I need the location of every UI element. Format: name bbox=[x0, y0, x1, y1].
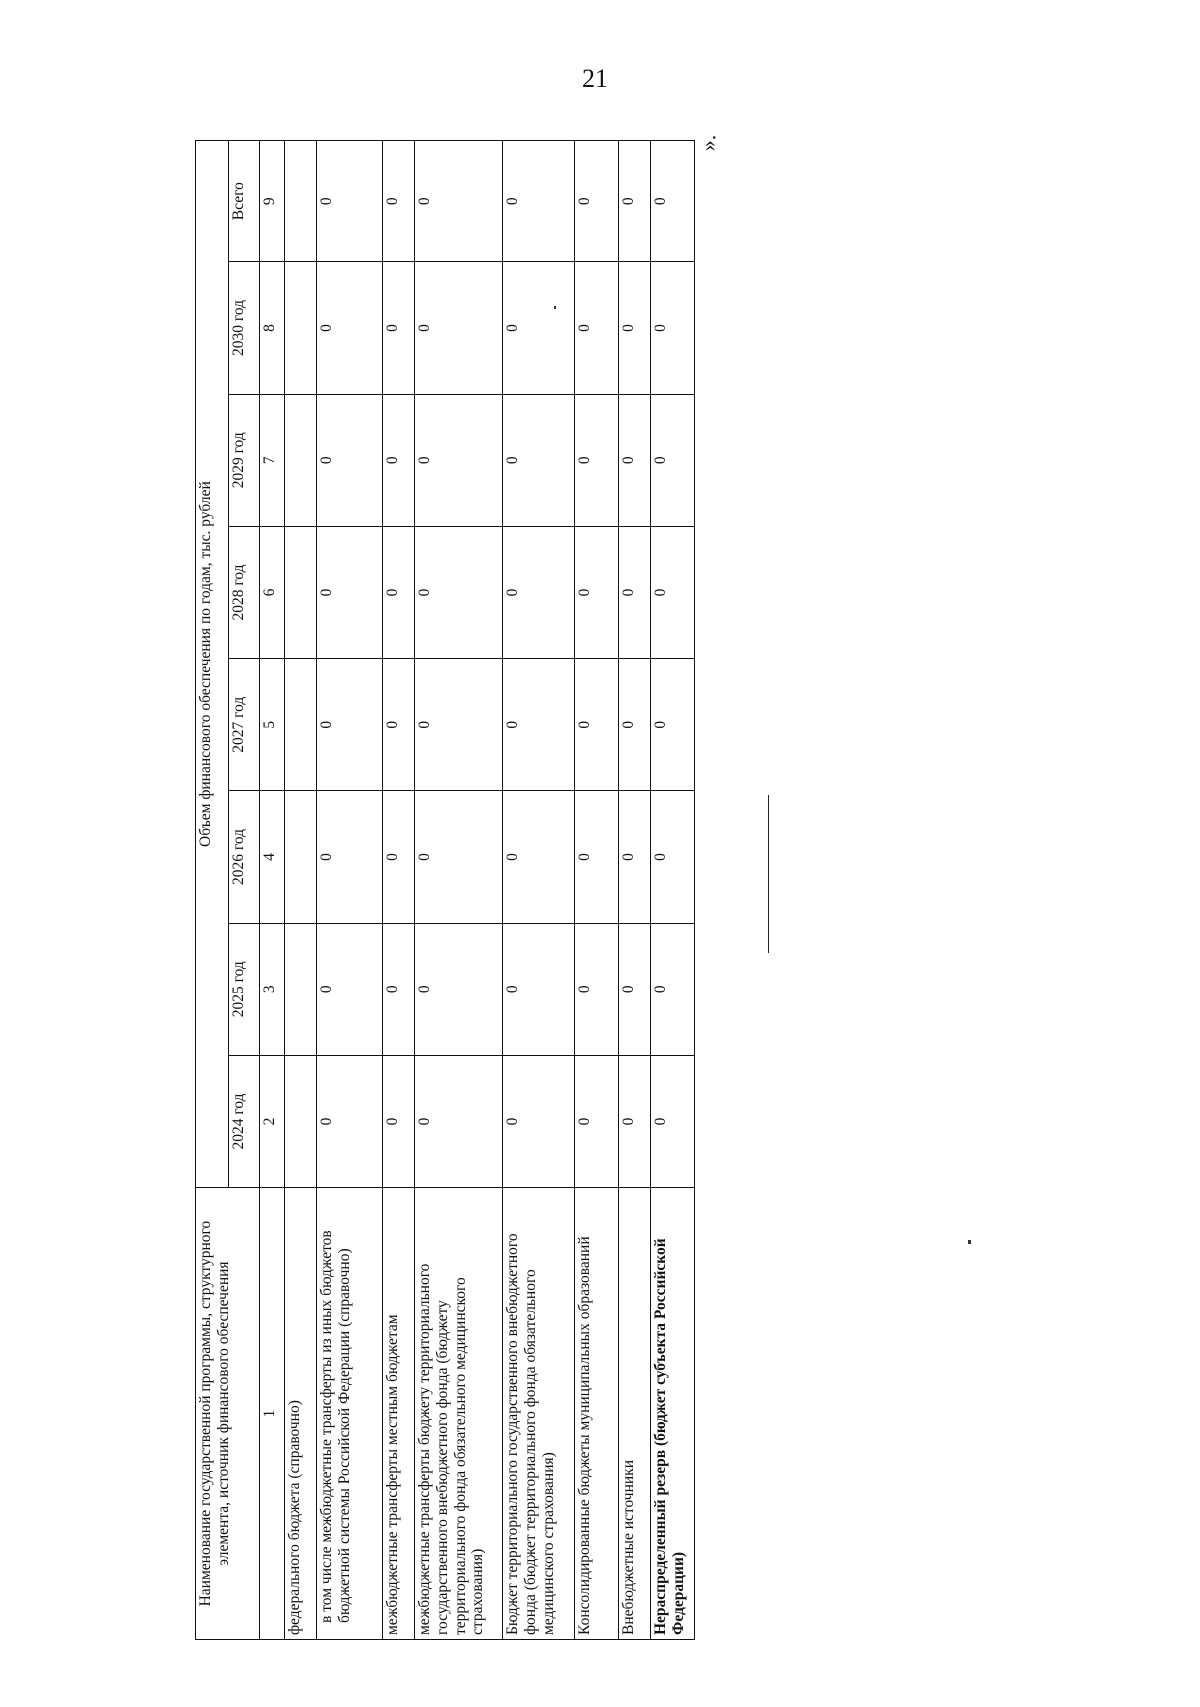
value-cell bbox=[285, 791, 317, 923]
page-number: 21 bbox=[582, 64, 608, 93]
value-cell: 0 bbox=[383, 141, 415, 262]
value-cell: 0 bbox=[503, 394, 575, 526]
row-label: межбюджетные трансферты бюджету территориального государственного внебюджетного фонда (бюджету территориального фонда обязательного медицинского страхования) bbox=[415, 1188, 503, 1640]
value-cell: 0 bbox=[383, 394, 415, 526]
table-row bbox=[317, 141, 383, 1640]
table-row bbox=[383, 141, 415, 1640]
value-cell: 0 bbox=[651, 394, 695, 526]
value-cell bbox=[285, 659, 317, 791]
column-number: 9 bbox=[260, 141, 285, 262]
scan-speck bbox=[554, 306, 556, 309]
value-cell: 0 bbox=[503, 526, 575, 658]
value-cell: 0 bbox=[415, 141, 503, 262]
rotated-table-container bbox=[195, 140, 695, 1640]
year-header-2024: 2024 год bbox=[229, 1055, 260, 1187]
value-cell: 0 bbox=[317, 394, 383, 526]
year-header-2026: 2026 год bbox=[229, 791, 260, 923]
column-number: 5 bbox=[260, 659, 285, 791]
row-label: федерального бюджета (справочно) bbox=[285, 1188, 317, 1640]
value-cell: 0 bbox=[575, 394, 619, 526]
table-row bbox=[503, 141, 575, 1640]
value-cell: 0 bbox=[575, 923, 619, 1055]
value-cell: 0 bbox=[415, 262, 503, 394]
table-row bbox=[651, 141, 695, 1640]
value-cell: 0 bbox=[651, 1055, 695, 1187]
row-label: межбюджетные трансферты местным бюджетам bbox=[383, 1188, 415, 1640]
column-number: 7 bbox=[260, 394, 285, 526]
column-number: 4 bbox=[260, 791, 285, 923]
value-cell: 0 bbox=[575, 1055, 619, 1187]
value-cell bbox=[285, 394, 317, 526]
total-header: Всего bbox=[229, 141, 260, 262]
value-cell: 0 bbox=[651, 791, 695, 923]
volume-header: Объем финансового обеспечения по годам, тыс. рублей bbox=[196, 141, 229, 1188]
value-cell: 0 bbox=[619, 791, 651, 923]
column-number-row bbox=[260, 141, 285, 1640]
value-cell: 0 bbox=[503, 262, 575, 394]
column-number: 6 bbox=[260, 526, 285, 658]
value-cell: 0 bbox=[651, 659, 695, 791]
value-cell: 0 bbox=[317, 923, 383, 1055]
value-cell: 0 bbox=[651, 262, 695, 394]
table-row bbox=[619, 141, 651, 1640]
value-cell: 0 bbox=[619, 394, 651, 526]
value-cell: 0 bbox=[317, 262, 383, 394]
value-cell bbox=[285, 923, 317, 1055]
year-header-2025: 2025 год bbox=[229, 923, 260, 1055]
row-label: Бюджет территориального государственного внебюджетного фонда (бюджет территориального фонда обязательного медицинского страхования) bbox=[503, 1188, 575, 1640]
column-number: 8 bbox=[260, 262, 285, 394]
value-cell: 0 bbox=[651, 141, 695, 262]
year-header-2030: 2030 год bbox=[229, 262, 260, 394]
financing-table bbox=[195, 140, 695, 1640]
scan-speck bbox=[968, 1240, 971, 1244]
value-cell: 0 bbox=[619, 141, 651, 262]
value-cell: 0 bbox=[651, 923, 695, 1055]
value-cell bbox=[285, 262, 317, 394]
table-row bbox=[415, 141, 503, 1640]
value-cell: 0 bbox=[383, 791, 415, 923]
value-cell: 0 bbox=[317, 141, 383, 262]
column-number: 2 bbox=[260, 1055, 285, 1187]
value-cell: 0 bbox=[415, 659, 503, 791]
name-column-header: Наименование государственной программы, структурного элемента, источник финансового обеспечения bbox=[196, 1188, 260, 1640]
value-cell: 0 bbox=[575, 141, 619, 262]
value-cell: 0 bbox=[619, 526, 651, 658]
value-cell: 0 bbox=[383, 526, 415, 658]
value-cell: 0 bbox=[415, 923, 503, 1055]
year-header-2027: 2027 год bbox=[229, 659, 260, 791]
value-cell: 0 bbox=[575, 526, 619, 658]
value-cell: 0 bbox=[503, 923, 575, 1055]
value-cell: 0 bbox=[503, 141, 575, 262]
row-label: Нераспределенный резерв (бюджет субъекта Российской Федерации) bbox=[651, 1188, 695, 1640]
year-header-2028: 2028 год bbox=[229, 526, 260, 658]
value-cell: 0 bbox=[619, 262, 651, 394]
value-cell: 0 bbox=[503, 659, 575, 791]
value-cell: 0 bbox=[619, 659, 651, 791]
row-label: Консолидированные бюджеты муниципальных образований bbox=[575, 1188, 619, 1640]
table-row bbox=[575, 141, 619, 1640]
row-label: Внебюджетные источники bbox=[619, 1188, 651, 1640]
year-header-2029: 2029 год bbox=[229, 394, 260, 526]
value-cell: 0 bbox=[619, 923, 651, 1055]
value-cell: 0 bbox=[651, 526, 695, 658]
value-cell: 0 bbox=[383, 1055, 415, 1187]
separator-line bbox=[768, 795, 769, 953]
column-number: 3 bbox=[260, 923, 285, 1055]
value-cell bbox=[285, 141, 317, 262]
value-cell bbox=[285, 1055, 317, 1187]
value-cell: 0 bbox=[619, 1055, 651, 1187]
value-cell: 0 bbox=[317, 1055, 383, 1187]
value-cell: 0 bbox=[575, 262, 619, 394]
row-label: в том числе межбюджетные трансферты из иных бюджетов бюджетной системы Российской Федерации (справочно) bbox=[317, 1188, 383, 1640]
value-cell: 0 bbox=[317, 526, 383, 658]
value-cell: 0 bbox=[415, 791, 503, 923]
value-cell: 0 bbox=[575, 791, 619, 923]
column-number: 1 bbox=[260, 1188, 285, 1640]
value-cell: 0 bbox=[575, 659, 619, 791]
value-cell: 0 bbox=[503, 1055, 575, 1187]
value-cell: 0 bbox=[317, 659, 383, 791]
closing-quote-mark: ». bbox=[695, 134, 721, 152]
value-cell: 0 bbox=[415, 526, 503, 658]
value-cell: 0 bbox=[383, 659, 415, 791]
value-cell: 0 bbox=[383, 262, 415, 394]
value-cell: 0 bbox=[317, 791, 383, 923]
value-cell: 0 bbox=[383, 923, 415, 1055]
table-row bbox=[285, 141, 317, 1640]
value-cell: 0 bbox=[415, 394, 503, 526]
value-cell: 0 bbox=[415, 1055, 503, 1187]
value-cell: 0 bbox=[503, 791, 575, 923]
value-cell bbox=[285, 526, 317, 658]
